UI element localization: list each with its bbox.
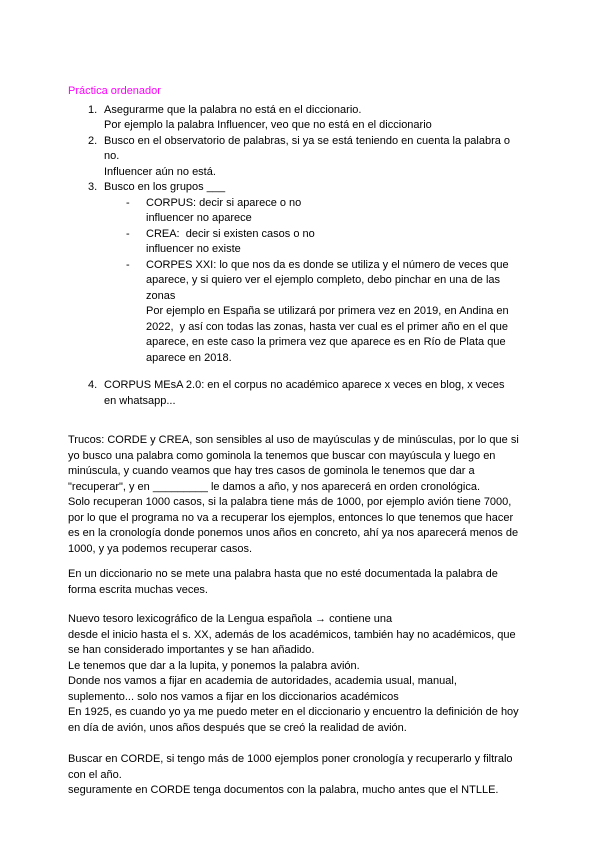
dash-bullet: - [126, 227, 130, 240]
numbered-item-3 [68, 180, 544, 366]
list-item-line: Asegurarme que la palabra no está en el diccionario. [104, 103, 362, 116]
paragraph-line: Trucos: CORDE y CREA, son sensibles al uso de mayúsculas y de minúsculas, por lo que si [68, 434, 519, 446]
paragraph-section [68, 433, 544, 799]
dash-bullet: - [126, 196, 130, 209]
numbered-list [68, 103, 544, 410]
paragraph-line: En un diccionario no se mete una palabra hasta que no esté documentada la palabra de [68, 568, 498, 580]
paragraph-line: Solo recuperan 1000 casos, si la palabra tiene más de 1000, por ejemplo avión tiene 7000, [68, 496, 512, 508]
paragraph-line: desde el inicio hasta el s. XX, además de los académicos, también hay no académicos, que [68, 628, 516, 641]
list-number: 1. [88, 103, 98, 116]
sub-item-line: influencer no existe [146, 243, 241, 255]
paragraph-line: es en la cronología donde ponemos unos años en concreto, ahí ya nos aparecerá menos de [68, 527, 519, 539]
document-title: Práctica ordenador [68, 85, 161, 97]
list-item-line: Busco en los grupos ___ [104, 181, 226, 193]
paragraph-line: "recuperar", y en _________ le damos a año, y nos aparecerá en orden cronológica. [68, 480, 481, 493]
paragraph-line: forma escrita muchas veces. [68, 583, 208, 596]
paragraph-line: En 1925, es cuando yo ya me puedo meter en el diccionario y encuentro la definición de hoy [68, 706, 519, 718]
paragraph-line: en día de avión, unos años después que se creó la realidad de avión. [68, 721, 407, 734]
list-number: 4. [88, 379, 98, 391]
sub-item-line: aparece, y si quiero ver el ejemplo completo, debo pinchar en una de las [146, 274, 501, 286]
paragraph-1 [68, 433, 544, 557]
paragraph-2 [68, 567, 544, 598]
paragraph-line: con el año. [68, 768, 122, 781]
paragraph-line: Nuevo tesoro lexicográfico de la Lengua española → contiene una [68, 613, 393, 625]
paragraph-line: 1000, y ya podemos recuperar casos. [68, 542, 253, 555]
sub-item-line: Por ejemplo en España se utilizará por primera vez en 2019, en Andina en [146, 305, 509, 317]
paragraph-line: suplemento... solo nos vamos a fijar en los diccionarios académicos [68, 690, 399, 703]
sub-item-line: CREA: decir si existen casos o no [146, 227, 315, 240]
paragraph-line: Donde nos vamos a fijar en academia de autoridades, academia usual, manual, [68, 675, 457, 687]
numbered-item-2 [68, 134, 544, 181]
dash-bullet: - [126, 258, 130, 271]
bullet-sub-item [104, 196, 544, 227]
sub-item-line: aparece en 2018. [146, 351, 232, 364]
sub-item-line: aparece, en este caso la primera vez que aparece es en Río de Plata que [146, 336, 506, 348]
paragraph-3 [68, 612, 544, 736]
numbered-item-4 [68, 378, 544, 409]
bullet-sub-item [104, 258, 544, 367]
list-item-line: Busco en el observatorio de palabras, si ya se está teniendo en cuenta la palabra o [104, 134, 511, 147]
paragraph-line: minúscula, y cuando veamos que hay tres casos de gominola le tenemos que dar a [68, 465, 475, 477]
list-number: 2. [88, 134, 98, 147]
sub-item-line: influencer no aparece [146, 212, 252, 224]
bullet-sub-item [104, 227, 544, 258]
sub-item-line: 2022, y así con todas las zonas, hasta ver cual es el primer año en el que [146, 320, 508, 333]
sub-item-line: CORPES XXI: lo que nos da es donde se utiliza y el número de veces que [146, 258, 509, 271]
paragraph-line: se han considerado importantes y se han añadido. [68, 644, 315, 656]
list-number: 3. [88, 181, 98, 193]
paragraph-line: yo busco una palabra como gominola la tenemos que buscar con mayúscula y luego en [68, 449, 496, 462]
paragraph-line: Le tenemos que dar a la lupita, y ponemos la palabra avión. [68, 659, 360, 672]
list-item-line: no. [104, 150, 120, 162]
list-item-line: CORPUS MEsA 2.0: en el corpus no académico aparece x veces en blog, x veces [104, 379, 505, 391]
sub-item-line: CORPUS: decir si aparece o no [146, 196, 302, 209]
paragraph-4 [68, 752, 544, 799]
sub-item-line: zonas [146, 289, 176, 302]
list-item-line: Por ejemplo la palabra Influencer, veo que no está en el diccionario [104, 119, 432, 131]
list-item-line: en whatsapp... [104, 394, 176, 407]
paragraph-line: por lo que el programa no va a recuperar los ejemplos, entonces lo que tenemos que hacer [68, 511, 514, 524]
list-item-line: Influencer aún no está. [104, 165, 216, 178]
numbered-item-1 [68, 103, 544, 134]
paragraph-line: seguramente en CORDE tenga documentos con la palabra, mucho antes que el NTLLE. [68, 784, 499, 796]
paragraph-line: Buscar en CORDE, si tengo más de 1000 ejemplos poner cronología y recuperarlo y filtralo [68, 753, 513, 765]
